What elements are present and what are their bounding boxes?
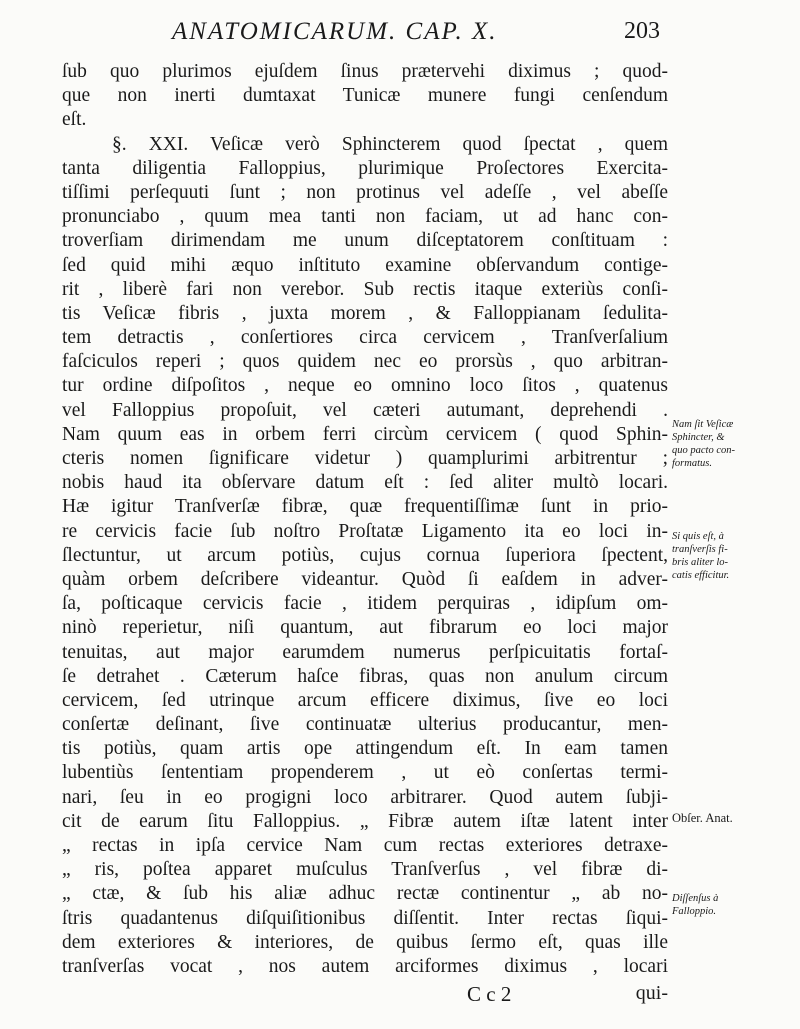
text-line: ſe detrahet . Cæterum haſce fibras, quas non anulum circum — [62, 665, 668, 687]
text-line: tis potiùs, quam artis ope attingendum eſt. In eam tamen — [62, 738, 668, 760]
text-line: tur ordine diſpoſitos , neque eo omnino loco ſitos , quatenus — [62, 375, 668, 397]
text-line: conſertæ deſinant, ſive continuatæ ulterius producantur, men- — [62, 714, 668, 736]
text-line: „ ctæ, & ſub his aliæ adhuc rectæ continentur „ ab no- — [62, 883, 668, 905]
text-line: eſt. — [62, 109, 87, 131]
text-line: tis Veſicæ fibris , juxta morem , & Falloppianam ſedulita- — [62, 302, 668, 324]
text-line: cervicem, ſed utrinque arcum efficere diximus, ſive eo loci — [62, 689, 668, 711]
text-line: lubentiùs ſententiam propenderem , ut eò conſertas termi- — [62, 762, 668, 784]
text-line: ninò reperietur, niſi quantum, aut fibrarum eo loci major — [62, 617, 668, 639]
margin-note-line: tranſverſis fi- — [672, 544, 728, 555]
text-line: vel Falloppius propoſuit, vel cæteri autumant, deprehendi . — [62, 399, 668, 421]
text-line: „ rectas in ipſa cervice Nam cum rectas exteriores detraxe- — [62, 835, 668, 856]
margin-note-sphincter — [672, 418, 796, 470]
text-line: tem detractis , conſertiores circa cervicem , Tranſverſalium — [62, 327, 668, 349]
margin-note-line: formatus. — [672, 458, 712, 469]
text-line: tiſſimi perſequuti ſunt ; non protinus vel adeſſe , vel abeſſe — [62, 181, 668, 203]
running-head: ANATOMICARUM. CAP. X. — [172, 18, 498, 45]
margin-note-line: catis efficitur. — [672, 570, 730, 581]
text-line: cteris nomen ſignificare videtur ) quamplurimi arbitrentur ; — [62, 448, 668, 469]
text-line: ſlectuntur, ut arcum potiùs, cujus cornua ſuperiora ſpectent, — [62, 544, 668, 566]
margin-note-line: Obſer. Anat. — [672, 811, 733, 825]
text-line: Hæ igitur Tranſverſæ fibræ, quæ frequentiſſimæ ſunt in prio- — [62, 496, 668, 518]
margin-note-line: quo pacto con- — [672, 445, 735, 456]
margin-note-observation — [672, 812, 796, 825]
text-line: ſa, poſticaque cervicis facie , itidem perquiras , idipſum om- — [62, 593, 668, 615]
text-line: ſub quo plurimos ejuſdem ſinus prætervehi diximus ; quod- — [62, 61, 668, 82]
margin-note-transverse — [672, 530, 796, 582]
text-line: que non inerti dumtaxat Tunicæ munere fungi cenſendum — [62, 85, 668, 107]
margin-note-line: Si quis eſt, à — [672, 531, 724, 542]
text-line: quàm orbem deſcribere videantur. Quòd ſi eaſdem in adver- — [62, 568, 668, 590]
page-header — [60, 14, 660, 54]
paragraph-start-line: §. XXI. Veſicæ verò Sphincterem quod ſpectat , quem — [112, 133, 668, 155]
page-number: 203 — [624, 18, 660, 44]
text-line: faſciculos reperi ; quos quidem nec eo prorsùs , quo arbitran- — [62, 351, 668, 373]
text-line: troverſiam dirimendam me unum diſceptatorem conſtituam : — [62, 230, 668, 252]
text-line: tanta diligentia Falloppius, plurimique Proſectores Exercita- — [62, 157, 668, 179]
text-line: cit de earum ſitu Falloppius. „ Fibræ autem iſtæ latent inter — [62, 810, 668, 832]
margin-note-line: Sphincter, & — [672, 432, 725, 443]
text-line: ſtris quadantenus diſquiſitionibus diſſentit. Inter rectas ſiqui- — [62, 907, 668, 929]
text-line: Nam quum eas in orbem ferri circùm cervicem ( quod Sphin- — [62, 423, 668, 445]
margin-note-dissent — [672, 892, 796, 918]
text-line: nobis haud ita obſervare datum eſt : ſed aliter multò locari. — [62, 472, 668, 494]
margin-note-line: Diſſenſus à — [672, 893, 719, 904]
catchword: qui- — [635, 982, 668, 1004]
text-line: re cervicis facie ſub noſtro Proſtatæ Ligamento ita eo loci in- — [62, 520, 668, 542]
text-line: tranſverſas vocat , nos autem arciformes diximus , locari — [62, 955, 668, 977]
page-footer — [62, 982, 668, 1012]
margin-note-line: Nam ſit Veſicæ — [672, 419, 734, 430]
margin-notes — [672, 0, 796, 1029]
text-line: rit , liberè fari non verebor. Sub rectis itaque exteriùs conſi- — [62, 278, 668, 300]
text-line: ſed quid mihi æquo inſtituto examine obſervandum contige- — [62, 254, 668, 276]
text-line: „ ris, poſtea apparet muſculus Tranſverſus , vel fibræ di- — [62, 859, 668, 881]
text-line: nari, ſeu in eo progigni loco arbitrarer. Quod autem ſubji- — [62, 786, 668, 808]
signature-mark: C c 2 — [467, 982, 512, 1006]
text-line: dem exteriores & interiores, de quibus ſermo eſt, quas ille — [62, 931, 668, 953]
text-line: pronunciabo , quum mea tanti non faciam, ut ad hanc con- — [62, 206, 668, 228]
margin-note-line: bris aliter lo- — [672, 557, 729, 568]
margin-note-line: Falloppio. — [672, 906, 717, 917]
main-text-block — [62, 60, 668, 979]
text-line: tenuitas, aut major earumdem numerus perſpicuitatis fortaſ- — [62, 641, 668, 663]
